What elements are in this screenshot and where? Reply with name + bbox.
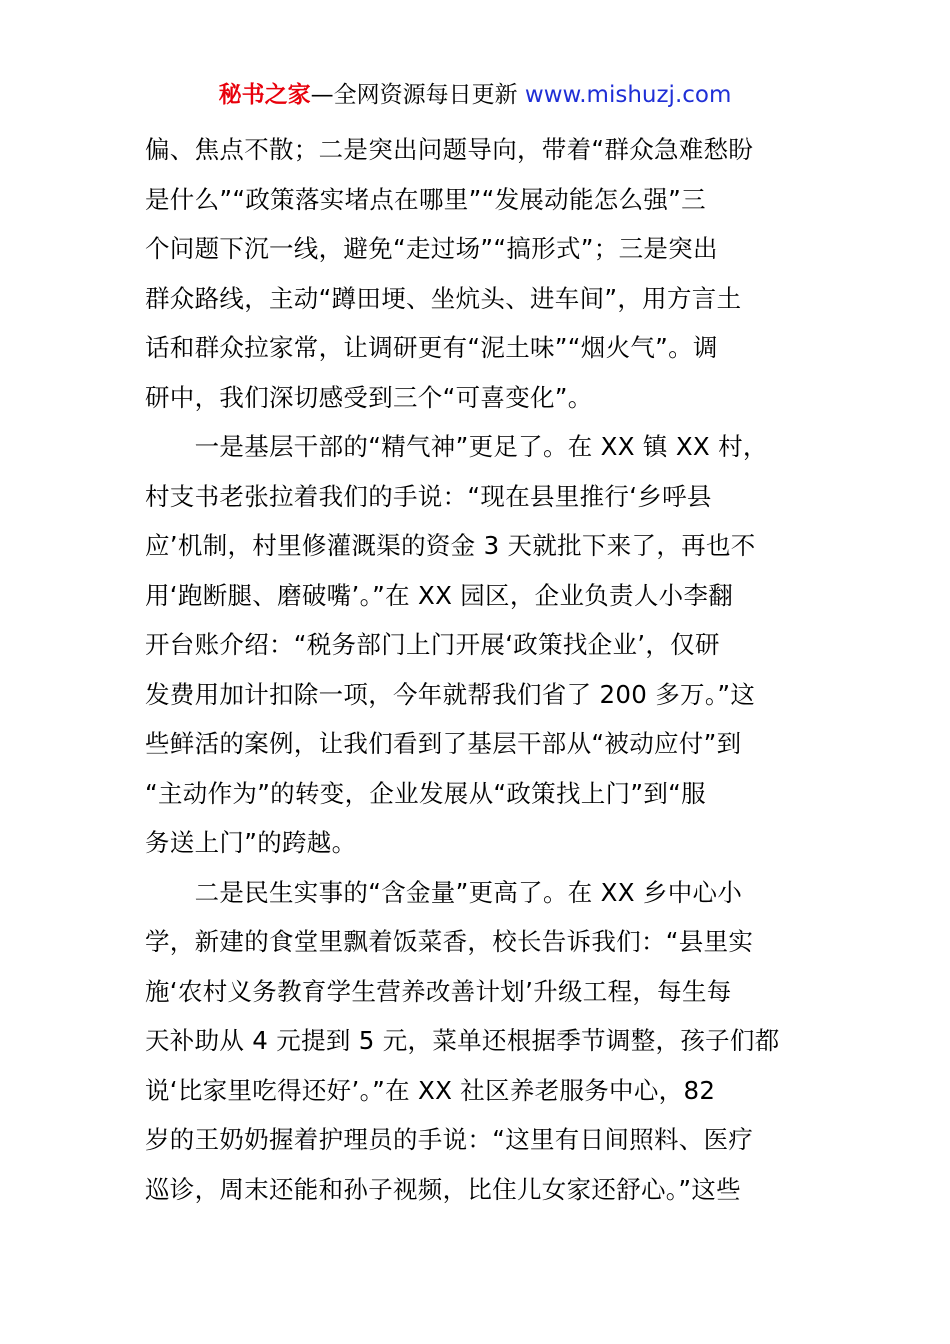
text-line: 研中，我们深切感受到三个“可喜变化”。: [145, 382, 593, 412]
text-line: 开台账介绍：“税务部门上门开展‘政策找企业’，仅研: [145, 630, 720, 659]
text-line: 村支书老张拉着我们的手说：“现在县里推行‘乡呼县: [145, 481, 712, 511]
text-line: 岁的王奶奶握着护理员的手说：“这里有日间照料、医疗: [145, 1125, 754, 1154]
text-line: 施‘农村义务教育学生营养改善计划’升级工程，每生每: [145, 976, 732, 1006]
text-line: 个问题下沉一线，避免“走过场”“搞形式”；三是突出: [145, 234, 718, 263]
text-line: 些鲜活的案例，让我们看到了基层干部从“被动应付”到: [145, 729, 742, 758]
header-tagline: —全网资源每日更新: [310, 82, 525, 108]
text-line: 一是基层干部的“精气神”更足了。在 XX 镇 XX 村，: [145, 432, 768, 461]
text-line: 巡诊，周末还能和孙子视频，比住儿女家还舒心。”这些: [145, 1174, 741, 1204]
text-line: 务送上门”的跨越。: [145, 828, 357, 857]
text-line: 是什么”“政策落实堵点在哪里”“发展动能怎么强”三: [145, 184, 706, 214]
brand-name: 秘书之家: [218, 82, 311, 108]
text-line: 偏、焦点不散；二是突出问题导向，带着“群众急难愁盼: [145, 135, 754, 164]
document-body: [145, 125, 805, 1214]
site-header: [0, 78, 950, 112]
text-line: 天补助从 4 元提到 5 元，菜单还根据季节调整，孩子们都: [145, 1026, 780, 1055]
text-line: 应’机制，村里修灌溉渠的资金 3 天就批下来了，再也不: [145, 531, 756, 560]
text-line: 学，新建的食堂里飘着饭菜香，校长告诉我们：“县里实: [145, 927, 754, 956]
text-line: “主动作为”的转变，企业发展从“政策找上门”到“服: [145, 778, 706, 808]
text-line: 二是民生实事的“含金量”更高了。在 XX 乡中心小: [145, 877, 743, 907]
text-line: 用‘跑断腿、磨破嘴’。”在 XX 园区，企业负责人小李翻: [145, 580, 734, 610]
text-line: 群众路线，主动“蹲田埂、坐炕头、进车间”，用方言土: [145, 283, 742, 313]
text-line: 发费用加计扣除一项，今年就帮我们省了 200 多万。”这: [145, 679, 756, 709]
site-url-link[interactable]: www.mishuzj.com: [524, 82, 732, 108]
text-line: 说‘比家里吃得还好’。”在 XX 社区养老服务中心，82: [145, 1075, 716, 1105]
text-line: 话和群众拉家常，让调研更有“泥土味”“烟火气”。调: [145, 333, 718, 362]
